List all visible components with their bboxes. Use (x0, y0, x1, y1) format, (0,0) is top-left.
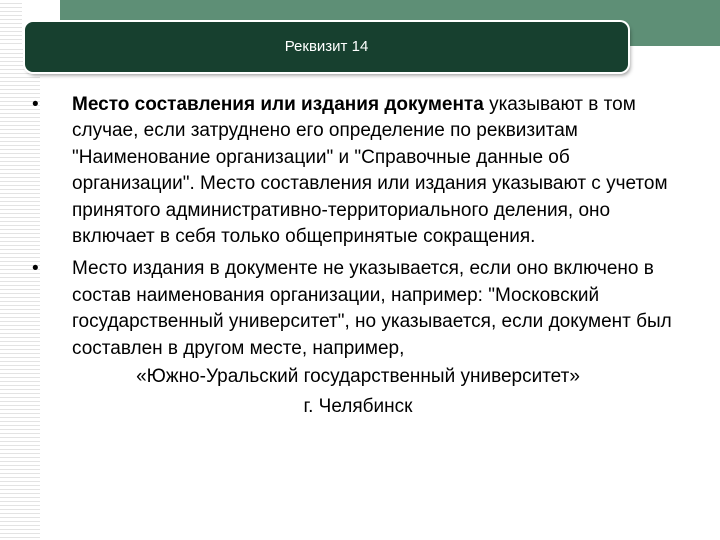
bullet-marker: • (32, 258, 39, 280)
bullet-text: Место издания в документе не указывается, если оно включено в состав наименования организации, например: "Московский государственный университет", но указывается, если документ был составлен в другом месте, например, (72, 258, 672, 359)
stripe-decoration-top (0, 0, 22, 46)
example-city: г. Челябинск (303, 396, 413, 418)
bullet-marker: • (32, 94, 39, 115)
bullet-bold-lead: Место составления или издания документа (72, 94, 484, 115)
slide-title: Реквизит 14 (284, 38, 369, 55)
bullet-item (28, 92, 688, 250)
slide-content (28, 92, 688, 421)
bullet-item (28, 256, 688, 362)
bullet-text: указывают в том случае, если затруднено его определение по реквизитам "Наименование организации" и "Справочные данные об организации". Место составления или издания указывают с учетом принятого административно-территориального деления, оно включает в себя только общепринятые сокращения. (72, 94, 668, 248)
title-bar (25, 22, 628, 72)
example-university: «Южно-Уральский государственный университет» (136, 366, 580, 388)
